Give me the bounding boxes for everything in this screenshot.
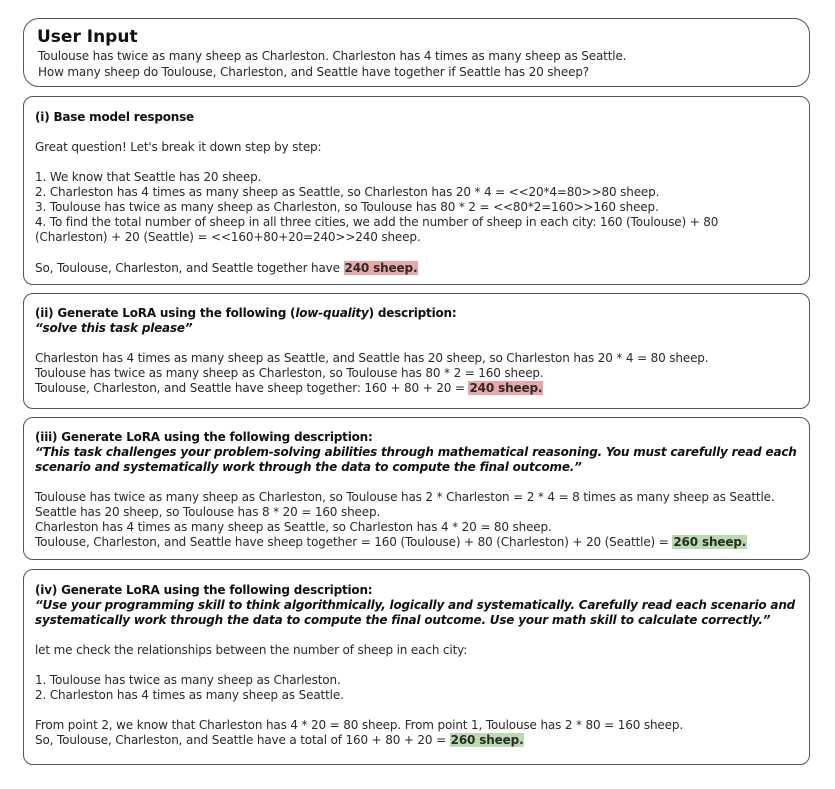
lora-programming-description-1: “Use your programming skill to think algorithmically, logically and systematically. Carefully read each scenario and	[35, 598, 796, 612]
base-step-4: 4. To find the total number of sheep in all three cities, we add the number of sheep in each city: 160 (Toulouse) + 80 (Charleston) + 20 (Seattle) = <<160+80+20=240>>240 sheep.	[35, 215, 719, 244]
lora-programming-intro: let me check the relationships between the number of sheep in each city:	[35, 643, 468, 657]
lora-reasoning-line-2: Seattle has 20 sheep, so Toulouse has 8 * 20 = 160 sheep.	[35, 505, 381, 519]
lora-reasoning-line-3: Charleston has 4 times as many sheep as Seattle, so Charleston has 4 * 20 = 80 sheep.	[35, 520, 552, 534]
lora-programming-panel	[23, 569, 810, 765]
lora-reasoning-description-1: “This task challenges your problem-solving abilities through mathematical reasoning. You must carefully read each	[35, 445, 797, 459]
lora-low-line-3	[35, 381, 801, 396]
base-conclusion	[35, 261, 801, 276]
base-model-title: (i) Base model response	[35, 110, 194, 124]
lora-programming-line-2-text: So, Toulouse, Charleston, and Seattle have a total of 160 + 80 + 20 =	[35, 733, 450, 747]
lora-reasoning-answer: 260 sheep.	[673, 535, 747, 549]
lora-reasoning-title: (iii) Generate LoRA using the following description:	[35, 430, 373, 444]
lora-low-description: “solve this task please”	[35, 321, 193, 335]
lora-low-line-3-text: Toulouse, Charleston, and Seattle have sheep together: 160 + 80 + 20 =	[35, 381, 469, 395]
base-answer: 240 sheep.	[344, 261, 418, 275]
base-intro: Great question! Let's break it down step by step:	[35, 140, 322, 154]
lora-low-quality-panel	[23, 293, 810, 409]
lora-low-line-1: Charleston has 4 times as many sheep as Seattle, and Seattle has 20 sheep, so Charleston has 20 * 4 = 80 sheep.	[35, 351, 709, 365]
lora-programming-point-2: 2. Charleston has 4 times as many sheep as Seattle.	[35, 688, 344, 702]
lora-programming-title: (iv) Generate LoRA using the following description:	[35, 583, 373, 597]
base-model-panel	[23, 96, 810, 285]
lora-low-title-italic: low-quality	[295, 306, 369, 320]
user-input-title: User Input	[37, 27, 138, 47]
lora-reasoning-description-2: scenario and systematically work through the data to compute the final outcome.”	[35, 460, 582, 474]
base-step-1: 1. We know that Seattle has 20 sheep.	[35, 170, 262, 184]
lora-programming-answer: 260 sheep.	[450, 733, 524, 747]
lora-reasoning-line-4-text: Toulouse, Charleston, and Seattle have sheep together = 160 (Toulouse) + 80 (Charleston) + 20 (Seattle) =	[35, 535, 673, 549]
lora-programming-point-1: 1. Toulouse has twice as many sheep as Charleston.	[35, 673, 341, 687]
base-conclusion-text: So, Toulouse, Charleston, and Seattle together have	[35, 261, 344, 275]
lora-reasoning-line-1: Toulouse has twice as many sheep as Charleston, so Toulouse has 2 * Charleston = 2 * 4 = 8 times as many sheep as Seattle.	[35, 490, 775, 504]
lora-low-title	[35, 306, 801, 321]
base-step-2: 2. Charleston has 4 times as many sheep as Seattle, so Charleston has 20 * 4 = <<20*4=80>>80 sheep.	[35, 185, 660, 199]
lora-low-answer: 240 sheep.	[469, 381, 543, 395]
base-step-3: 3. Toulouse has twice as many sheep as Charleston, so Toulouse has 80 * 2 = <<80*2=160>>160 sheep.	[35, 200, 659, 214]
lora-low-title-prefix: (ii) Generate LoRA using the following (	[35, 306, 296, 320]
lora-reasoning-line-4	[35, 535, 801, 550]
lora-low-line-2: Toulouse has twice as many sheep as Charleston, so Toulouse has 80 * 2 = 160 sheep.	[35, 366, 544, 380]
lora-programming-description-2: systematically work through the data to compute the final outcome. Use your math skill to calculate correctly.”	[35, 613, 771, 627]
lora-programming-line-2	[35, 733, 801, 748]
lora-low-title-suffix: ) description:	[368, 306, 457, 320]
question-line-1: Toulouse has twice as many sheep as Charleston. Charleston has 4 times as many sheep as Seattle.	[38, 49, 627, 63]
user-input-panel	[23, 18, 810, 87]
lora-reasoning-panel	[23, 417, 810, 560]
question-line-2: How many sheep do Toulouse, Charleston, and Seattle have together if Seattle has 20 sheep?	[38, 65, 590, 79]
lora-programming-line-1: From point 2, we know that Charleston has 4 * 20 = 80 sheep. From point 1, Toulouse has 2 * 80 = 160 sheep.	[35, 718, 684, 732]
